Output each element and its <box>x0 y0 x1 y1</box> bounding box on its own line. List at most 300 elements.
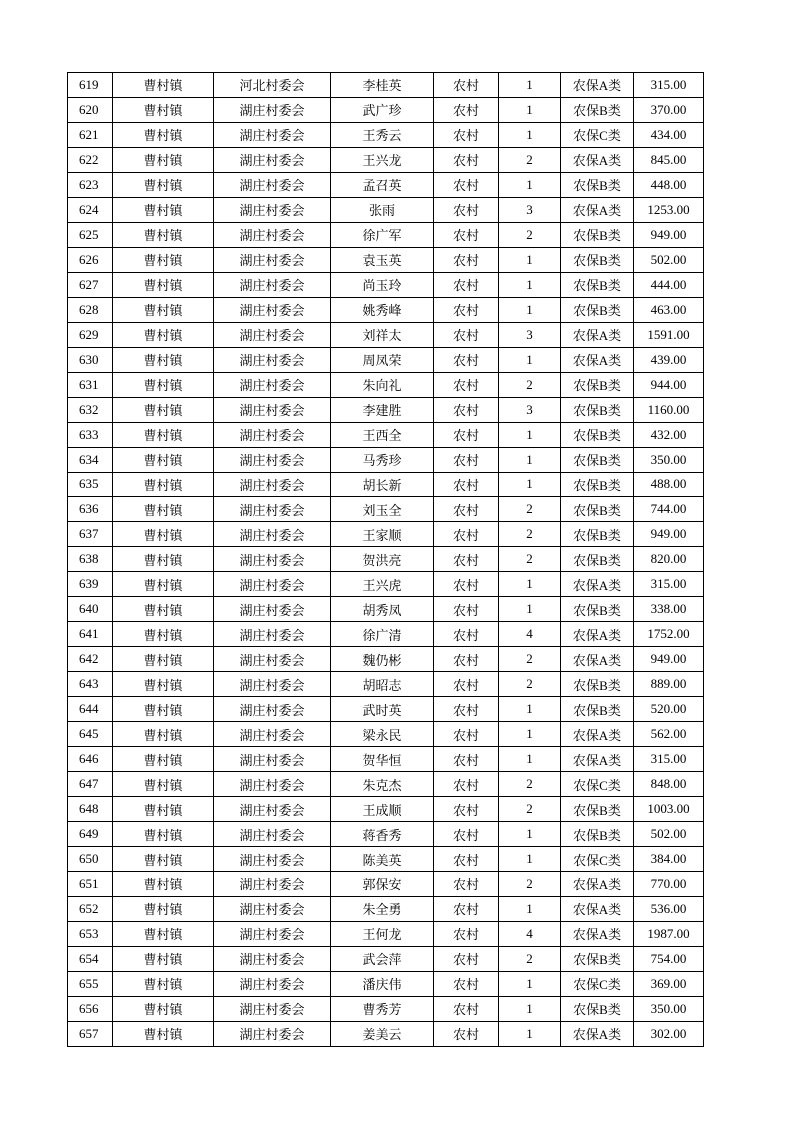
area-type-cell: 农村 <box>434 697 499 722</box>
village-committee-cell: 湖庄村委会 <box>214 572 331 597</box>
row-number-cell: 625 <box>68 222 113 247</box>
amount-cell: 845.00 <box>634 147 704 172</box>
insurance-category-cell: 农保B类 <box>561 297 634 322</box>
town-cell: 曹村镇 <box>113 197 214 222</box>
village-committee-cell: 湖庄村委会 <box>214 822 331 847</box>
area-type-cell: 农村 <box>434 971 499 996</box>
village-committee-cell: 湖庄村委会 <box>214 921 331 946</box>
amount-cell: 1591.00 <box>634 322 704 347</box>
area-type-cell: 农村 <box>434 397 499 422</box>
amount-cell: 848.00 <box>634 772 704 797</box>
person-name-cell: 徐广军 <box>331 222 434 247</box>
person-name-cell: 姜美云 <box>331 1021 434 1046</box>
insurance-category-cell: 农保B类 <box>561 797 634 822</box>
person-name-cell: 王家顺 <box>331 522 434 547</box>
insurance-category-cell: 农保B类 <box>561 447 634 472</box>
person-name-cell: 姚秀峰 <box>331 297 434 322</box>
household-count-cell: 1 <box>499 472 561 497</box>
household-count-cell: 2 <box>499 497 561 522</box>
town-cell: 曹村镇 <box>113 797 214 822</box>
person-name-cell: 胡昭志 <box>331 672 434 697</box>
insurance-category-cell: 农保B类 <box>561 822 634 847</box>
household-count-cell: 2 <box>499 547 561 572</box>
insurance-category-cell: 农保B类 <box>561 996 634 1021</box>
row-number-cell: 651 <box>68 872 113 897</box>
household-count-cell: 2 <box>499 772 561 797</box>
town-cell: 曹村镇 <box>113 522 214 547</box>
area-type-cell: 农村 <box>434 322 499 347</box>
village-committee-cell: 湖庄村委会 <box>214 1021 331 1046</box>
amount-cell: 502.00 <box>634 247 704 272</box>
row-number-cell: 633 <box>68 422 113 447</box>
town-cell: 曹村镇 <box>113 697 214 722</box>
table-row <box>68 946 704 971</box>
row-number-cell: 650 <box>68 847 113 872</box>
household-count-cell: 1 <box>499 597 561 622</box>
household-count-cell: 1 <box>499 971 561 996</box>
table-body <box>68 73 704 1047</box>
table-row <box>68 971 704 996</box>
household-count-cell: 3 <box>499 322 561 347</box>
person-name-cell: 武会萍 <box>331 946 434 971</box>
insurance-category-cell: 农保B类 <box>561 522 634 547</box>
village-committee-cell: 湖庄村委会 <box>214 397 331 422</box>
row-number-cell: 619 <box>68 73 113 98</box>
insurance-category-cell: 农保A类 <box>561 647 634 672</box>
area-type-cell: 农村 <box>434 921 499 946</box>
person-name-cell: 王兴龙 <box>331 147 434 172</box>
table-row <box>68 172 704 197</box>
insurance-category-cell: 农保A类 <box>561 347 634 372</box>
household-count-cell: 1 <box>499 97 561 122</box>
town-cell: 曹村镇 <box>113 872 214 897</box>
area-type-cell: 农村 <box>434 497 499 522</box>
insurance-category-cell: 农保C类 <box>561 847 634 872</box>
table-row <box>68 822 704 847</box>
insurance-category-cell: 农保A类 <box>561 73 634 98</box>
village-committee-cell: 湖庄村委会 <box>214 447 331 472</box>
amount-cell: 949.00 <box>634 522 704 547</box>
row-number-cell: 630 <box>68 347 113 372</box>
insurance-category-cell: 农保A类 <box>561 322 634 347</box>
area-type-cell: 农村 <box>434 597 499 622</box>
area-type-cell: 农村 <box>434 797 499 822</box>
person-name-cell: 刘玉全 <box>331 497 434 522</box>
household-count-cell: 2 <box>499 372 561 397</box>
row-number-cell: 643 <box>68 672 113 697</box>
table-row <box>68 97 704 122</box>
table-row <box>68 1021 704 1046</box>
household-count-cell: 1 <box>499 172 561 197</box>
person-name-cell: 周凤荣 <box>331 347 434 372</box>
town-cell: 曹村镇 <box>113 122 214 147</box>
insurance-category-cell: 农保A类 <box>561 622 634 647</box>
amount-cell: 448.00 <box>634 172 704 197</box>
village-committee-cell: 湖庄村委会 <box>214 147 331 172</box>
village-committee-cell: 河北村委会 <box>214 73 331 98</box>
amount-cell: 432.00 <box>634 422 704 447</box>
person-name-cell: 刘祥太 <box>331 322 434 347</box>
village-committee-cell: 湖庄村委会 <box>214 172 331 197</box>
row-number-cell: 654 <box>68 946 113 971</box>
table-row <box>68 872 704 897</box>
town-cell: 曹村镇 <box>113 547 214 572</box>
amount-cell: 350.00 <box>634 996 704 1021</box>
table-row <box>68 996 704 1021</box>
person-name-cell: 郭保安 <box>331 872 434 897</box>
amount-cell: 520.00 <box>634 697 704 722</box>
area-type-cell: 农村 <box>434 647 499 672</box>
person-name-cell: 李桂英 <box>331 73 434 98</box>
row-number-cell: 634 <box>68 447 113 472</box>
insurance-category-cell: 农保B类 <box>561 272 634 297</box>
insurance-category-cell: 农保B类 <box>561 222 634 247</box>
area-type-cell: 农村 <box>434 472 499 497</box>
household-count-cell: 1 <box>499 996 561 1021</box>
area-type-cell: 农村 <box>434 522 499 547</box>
household-count-cell: 1 <box>499 847 561 872</box>
household-count-cell: 1 <box>499 447 561 472</box>
row-number-cell: 635 <box>68 472 113 497</box>
village-committee-cell: 湖庄村委会 <box>214 247 331 272</box>
insurance-category-cell: 农保C类 <box>561 122 634 147</box>
person-name-cell: 王秀云 <box>331 122 434 147</box>
village-committee-cell: 湖庄村委会 <box>214 872 331 897</box>
town-cell: 曹村镇 <box>113 896 214 921</box>
amount-cell: 302.00 <box>634 1021 704 1046</box>
village-committee-cell: 湖庄村委会 <box>214 747 331 772</box>
person-name-cell: 梁永民 <box>331 722 434 747</box>
household-count-cell: 1 <box>499 297 561 322</box>
area-type-cell: 农村 <box>434 996 499 1021</box>
insurance-category-cell: 农保A类 <box>561 197 634 222</box>
table-row <box>68 622 704 647</box>
row-number-cell: 649 <box>68 822 113 847</box>
row-number-cell: 655 <box>68 971 113 996</box>
person-name-cell: 魏仍彬 <box>331 647 434 672</box>
area-type-cell: 农村 <box>434 447 499 472</box>
amount-cell: 562.00 <box>634 722 704 747</box>
village-committee-cell: 湖庄村委会 <box>214 497 331 522</box>
household-count-cell: 1 <box>499 722 561 747</box>
person-name-cell: 陈美英 <box>331 847 434 872</box>
table-row <box>68 422 704 447</box>
row-number-cell: 626 <box>68 247 113 272</box>
table-row <box>68 547 704 572</box>
row-number-cell: 620 <box>68 97 113 122</box>
amount-cell: 350.00 <box>634 447 704 472</box>
insurance-category-cell: 农保A类 <box>561 1021 634 1046</box>
person-name-cell: 朱向礼 <box>331 372 434 397</box>
row-number-cell: 632 <box>68 397 113 422</box>
household-count-cell: 2 <box>499 946 561 971</box>
village-committee-cell: 湖庄村委会 <box>214 847 331 872</box>
town-cell: 曹村镇 <box>113 672 214 697</box>
amount-cell: 338.00 <box>634 597 704 622</box>
town-cell: 曹村镇 <box>113 971 214 996</box>
area-type-cell: 农村 <box>434 822 499 847</box>
amount-cell: 384.00 <box>634 847 704 872</box>
town-cell: 曹村镇 <box>113 647 214 672</box>
person-name-cell: 尚玉玲 <box>331 272 434 297</box>
person-name-cell: 胡秀凤 <box>331 597 434 622</box>
area-type-cell: 农村 <box>434 747 499 772</box>
row-number-cell: 628 <box>68 297 113 322</box>
amount-cell: 820.00 <box>634 547 704 572</box>
table-row <box>68 772 704 797</box>
village-committee-cell: 湖庄村委会 <box>214 772 331 797</box>
table-row <box>68 372 704 397</box>
area-type-cell: 农村 <box>434 622 499 647</box>
amount-cell: 463.00 <box>634 297 704 322</box>
table-row <box>68 597 704 622</box>
area-type-cell: 农村 <box>434 1021 499 1046</box>
area-type-cell: 农村 <box>434 896 499 921</box>
row-number-cell: 645 <box>68 722 113 747</box>
town-cell: 曹村镇 <box>113 397 214 422</box>
town-cell: 曹村镇 <box>113 97 214 122</box>
amount-cell: 1253.00 <box>634 197 704 222</box>
row-number-cell: 622 <box>68 147 113 172</box>
village-committee-cell: 湖庄村委会 <box>214 996 331 1021</box>
row-number-cell: 629 <box>68 322 113 347</box>
amount-cell: 439.00 <box>634 347 704 372</box>
village-committee-cell: 湖庄村委会 <box>214 97 331 122</box>
village-committee-cell: 湖庄村委会 <box>214 797 331 822</box>
insurance-category-cell: 农保B类 <box>561 597 634 622</box>
person-name-cell: 王何龙 <box>331 921 434 946</box>
town-cell: 曹村镇 <box>113 822 214 847</box>
row-number-cell: 646 <box>68 747 113 772</box>
village-committee-cell: 湖庄村委会 <box>214 197 331 222</box>
household-count-cell: 2 <box>499 147 561 172</box>
insurance-category-cell: 农保B类 <box>561 247 634 272</box>
household-count-cell: 4 <box>499 921 561 946</box>
town-cell: 曹村镇 <box>113 572 214 597</box>
amount-cell: 488.00 <box>634 472 704 497</box>
household-count-cell: 1 <box>499 747 561 772</box>
row-number-cell: 656 <box>68 996 113 1021</box>
household-count-cell: 2 <box>499 522 561 547</box>
area-type-cell: 农村 <box>434 722 499 747</box>
village-committee-cell: 湖庄村委会 <box>214 971 331 996</box>
area-type-cell: 农村 <box>434 197 499 222</box>
person-name-cell: 胡长新 <box>331 472 434 497</box>
row-number-cell: 638 <box>68 547 113 572</box>
town-cell: 曹村镇 <box>113 472 214 497</box>
household-count-cell: 3 <box>499 197 561 222</box>
person-name-cell: 袁玉英 <box>331 247 434 272</box>
household-count-cell: 1 <box>499 822 561 847</box>
table-row <box>68 347 704 372</box>
table-row <box>68 272 704 297</box>
area-type-cell: 农村 <box>434 73 499 98</box>
area-type-cell: 农村 <box>434 847 499 872</box>
row-number-cell: 640 <box>68 597 113 622</box>
table-row <box>68 147 704 172</box>
insurance-category-cell: 农保A类 <box>561 896 634 921</box>
area-type-cell: 农村 <box>434 672 499 697</box>
town-cell: 曹村镇 <box>113 422 214 447</box>
household-count-cell: 1 <box>499 896 561 921</box>
village-committee-cell: 湖庄村委会 <box>214 322 331 347</box>
row-number-cell: 657 <box>68 1021 113 1046</box>
amount-cell: 369.00 <box>634 971 704 996</box>
row-number-cell: 644 <box>68 697 113 722</box>
household-count-cell: 2 <box>499 872 561 897</box>
row-number-cell: 653 <box>68 921 113 946</box>
insurance-category-cell: 农保B类 <box>561 97 634 122</box>
insurance-category-cell: 农保A类 <box>561 147 634 172</box>
person-name-cell: 曹秀芳 <box>331 996 434 1021</box>
person-name-cell: 徐广清 <box>331 622 434 647</box>
row-number-cell: 631 <box>68 372 113 397</box>
village-committee-cell: 湖庄村委会 <box>214 272 331 297</box>
household-count-cell: 2 <box>499 672 561 697</box>
insurance-category-cell: 农保B类 <box>561 397 634 422</box>
insurance-category-cell: 农保B类 <box>561 946 634 971</box>
row-number-cell: 624 <box>68 197 113 222</box>
insurance-category-cell: 农保B类 <box>561 547 634 572</box>
area-type-cell: 农村 <box>434 247 499 272</box>
area-type-cell: 农村 <box>434 347 499 372</box>
insurance-category-cell: 农保A类 <box>561 747 634 772</box>
household-count-cell: 1 <box>499 697 561 722</box>
area-type-cell: 农村 <box>434 97 499 122</box>
village-committee-cell: 湖庄村委会 <box>214 122 331 147</box>
person-name-cell: 马秀珍 <box>331 447 434 472</box>
table-row <box>68 672 704 697</box>
table-row <box>68 472 704 497</box>
area-type-cell: 农村 <box>434 547 499 572</box>
town-cell: 曹村镇 <box>113 847 214 872</box>
amount-cell: 754.00 <box>634 946 704 971</box>
town-cell: 曹村镇 <box>113 447 214 472</box>
town-cell: 曹村镇 <box>113 1021 214 1046</box>
area-type-cell: 农村 <box>434 772 499 797</box>
row-number-cell: 627 <box>68 272 113 297</box>
town-cell: 曹村镇 <box>113 722 214 747</box>
area-type-cell: 农村 <box>434 222 499 247</box>
household-count-cell: 1 <box>499 73 561 98</box>
amount-cell: 1987.00 <box>634 921 704 946</box>
table-row <box>68 647 704 672</box>
amount-cell: 370.00 <box>634 97 704 122</box>
table-row <box>68 297 704 322</box>
person-name-cell: 朱全勇 <box>331 896 434 921</box>
row-number-cell: 639 <box>68 572 113 597</box>
amount-cell: 1752.00 <box>634 622 704 647</box>
town-cell: 曹村镇 <box>113 946 214 971</box>
area-type-cell: 农村 <box>434 372 499 397</box>
household-count-cell: 1 <box>499 247 561 272</box>
household-count-cell: 1 <box>499 272 561 297</box>
town-cell: 曹村镇 <box>113 996 214 1021</box>
village-committee-cell: 湖庄村委会 <box>214 672 331 697</box>
household-count-cell: 1 <box>499 122 561 147</box>
town-cell: 曹村镇 <box>113 247 214 272</box>
town-cell: 曹村镇 <box>113 222 214 247</box>
person-name-cell: 贺洪亮 <box>331 547 434 572</box>
village-committee-cell: 湖庄村委会 <box>214 472 331 497</box>
person-name-cell: 李建胜 <box>331 397 434 422</box>
town-cell: 曹村镇 <box>113 147 214 172</box>
village-committee-cell: 湖庄村委会 <box>214 622 331 647</box>
table-row <box>68 847 704 872</box>
table-row <box>68 896 704 921</box>
household-count-cell: 1 <box>499 1021 561 1046</box>
person-name-cell: 武时英 <box>331 697 434 722</box>
village-committee-cell: 湖庄村委会 <box>214 896 331 921</box>
insurance-category-cell: 农保A类 <box>561 921 634 946</box>
household-count-cell: 4 <box>499 622 561 647</box>
village-committee-cell: 湖庄村委会 <box>214 222 331 247</box>
village-committee-cell: 湖庄村委会 <box>214 372 331 397</box>
row-number-cell: 623 <box>68 172 113 197</box>
amount-cell: 949.00 <box>634 222 704 247</box>
person-name-cell: 武广珍 <box>331 97 434 122</box>
person-name-cell: 朱克杰 <box>331 772 434 797</box>
amount-cell: 944.00 <box>634 372 704 397</box>
table-row <box>68 497 704 522</box>
town-cell: 曹村镇 <box>113 597 214 622</box>
amount-cell: 949.00 <box>634 647 704 672</box>
area-type-cell: 农村 <box>434 272 499 297</box>
area-type-cell: 农村 <box>434 422 499 447</box>
village-committee-cell: 湖庄村委会 <box>214 597 331 622</box>
person-name-cell: 王兴虎 <box>331 572 434 597</box>
village-committee-cell: 湖庄村委会 <box>214 422 331 447</box>
area-type-cell: 农村 <box>434 872 499 897</box>
town-cell: 曹村镇 <box>113 73 214 98</box>
household-count-cell: 2 <box>499 222 561 247</box>
village-committee-cell: 湖庄村委会 <box>214 347 331 372</box>
person-name-cell: 张雨 <box>331 197 434 222</box>
insurance-category-cell: 农保B类 <box>561 372 634 397</box>
row-number-cell: 648 <box>68 797 113 822</box>
insurance-category-cell: 农保B类 <box>561 172 634 197</box>
row-number-cell: 647 <box>68 772 113 797</box>
town-cell: 曹村镇 <box>113 772 214 797</box>
town-cell: 曹村镇 <box>113 497 214 522</box>
table-row <box>68 747 704 772</box>
insurance-category-cell: 农保A类 <box>561 572 634 597</box>
amount-cell: 889.00 <box>634 672 704 697</box>
person-name-cell: 孟召英 <box>331 172 434 197</box>
village-committee-cell: 湖庄村委会 <box>214 946 331 971</box>
town-cell: 曹村镇 <box>113 272 214 297</box>
insurance-category-cell: 农保C类 <box>561 772 634 797</box>
household-count-cell: 2 <box>499 647 561 672</box>
table-row <box>68 397 704 422</box>
insurance-category-cell: 农保B类 <box>561 497 634 522</box>
table-row <box>68 73 704 98</box>
town-cell: 曹村镇 <box>113 347 214 372</box>
town-cell: 曹村镇 <box>113 622 214 647</box>
amount-cell: 315.00 <box>634 572 704 597</box>
row-number-cell: 642 <box>68 647 113 672</box>
household-count-cell: 2 <box>499 797 561 822</box>
town-cell: 曹村镇 <box>113 372 214 397</box>
table-row <box>68 797 704 822</box>
town-cell: 曹村镇 <box>113 747 214 772</box>
village-committee-cell: 湖庄村委会 <box>214 647 331 672</box>
table-row <box>68 222 704 247</box>
household-count-cell: 1 <box>499 422 561 447</box>
row-number-cell: 636 <box>68 497 113 522</box>
area-type-cell: 农村 <box>434 297 499 322</box>
insurance-category-cell: 农保B类 <box>561 472 634 497</box>
